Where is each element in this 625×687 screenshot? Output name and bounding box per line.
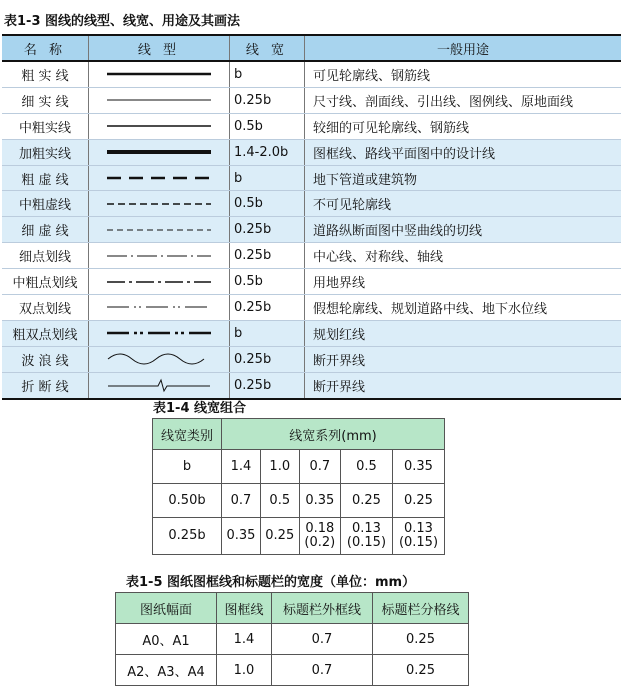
line-sample	[89, 191, 230, 217]
width-value: 0.35	[392, 450, 444, 484]
table-1-3-title: 表1-3 图线的线型、线宽、用途及其画法	[4, 14, 241, 29]
line-usage: 用地界线	[305, 269, 622, 295]
line-sample	[89, 165, 230, 191]
table-1-4-title: 表1-4 线宽组合	[153, 401, 247, 416]
line-type-table	[2, 34, 621, 400]
table-row	[2, 87, 621, 113]
line-name: 细 实 线	[2, 87, 89, 113]
line-usage: 道路纵断面图中竖曲线的切线	[305, 217, 622, 243]
width-value: 0.13 (0.15)	[392, 518, 444, 555]
line-sample	[89, 217, 230, 243]
line-usage: 假想轮廓线、规划道路中线、地下水位线	[305, 295, 622, 321]
cell: 1.0	[217, 655, 272, 686]
width-value: 0.25	[340, 484, 392, 518]
table-row	[2, 243, 621, 269]
line-name: 中粗实线	[2, 113, 89, 139]
table-row	[2, 61, 621, 87]
line-usage: 断开界线	[305, 346, 622, 372]
line-usage: 地下管道或建筑物	[305, 165, 622, 191]
cell: 0.7	[272, 655, 373, 686]
width-value: 1.4	[222, 450, 261, 484]
line-width: 1.4-2.0b	[230, 139, 305, 165]
header-title-outer: 标题栏外框线	[272, 593, 373, 624]
table-row	[2, 269, 621, 295]
line-sample	[89, 243, 230, 269]
header-category: 线宽类别	[153, 419, 222, 450]
header-series: 线宽系列(mm)	[222, 419, 445, 450]
line-width: 0.5b	[230, 113, 305, 139]
table-header-row	[116, 593, 469, 624]
header-sheet-size: 图纸幅面	[116, 593, 217, 624]
line-width: b	[230, 320, 305, 346]
table-row	[2, 191, 621, 217]
line-usage: 图框线、路线平面图中的设计线	[305, 139, 622, 165]
table-row	[2, 346, 621, 372]
header-usage: 一般用途	[305, 35, 622, 61]
table-row	[2, 217, 621, 243]
table-row	[153, 450, 445, 484]
width-value: 0.25	[392, 484, 444, 518]
line-name: 细点划线	[2, 243, 89, 269]
line-name: 粗 实 线	[2, 61, 89, 87]
line-usage: 尺寸线、剖面线、引出线、图例线、原地面线	[305, 87, 622, 113]
table-row	[2, 372, 621, 398]
width-category: b	[153, 450, 222, 484]
width-category: 0.50b	[153, 484, 222, 518]
width-value: 0.5	[340, 450, 392, 484]
width-value: 0.13 (0.15)	[340, 518, 392, 555]
table-row	[153, 518, 445, 555]
line-name: 粗 虚 线	[2, 165, 89, 191]
frame-line-width-table	[115, 592, 469, 686]
line-sample	[89, 269, 230, 295]
line-sample	[89, 295, 230, 321]
table-row	[2, 165, 621, 191]
table-row	[116, 655, 469, 686]
line-sample	[89, 113, 230, 139]
line-width-combo-table	[152, 418, 445, 555]
width-value: 0.7	[299, 450, 340, 484]
line-name: 粗双点划线	[2, 320, 89, 346]
cell: 0.25	[373, 624, 469, 655]
line-name: 加粗实线	[2, 139, 89, 165]
header-name: 名 称	[2, 35, 89, 61]
width-value: 0.35	[222, 518, 261, 555]
table-row	[2, 113, 621, 139]
line-usage: 中心线、对称线、轴线	[305, 243, 622, 269]
line-usage: 不可见轮廓线	[305, 191, 622, 217]
table-header-row	[153, 419, 445, 450]
header-line-type: 线 型	[89, 35, 230, 61]
line-width: 0.5b	[230, 191, 305, 217]
line-sample	[89, 139, 230, 165]
line-sample	[89, 320, 230, 346]
line-usage: 断开界线	[305, 372, 622, 398]
line-width: 0.25b	[230, 87, 305, 113]
line-width: 0.25b	[230, 295, 305, 321]
width-value: 0.25	[260, 518, 299, 555]
line-name: 双点划线	[2, 295, 89, 321]
line-usage: 可见轮廓线、钢筋线	[305, 61, 622, 87]
line-sample	[89, 372, 230, 398]
cell: 0.25	[373, 655, 469, 686]
cell: A0、A1	[116, 624, 217, 655]
line-name: 中粗点划线	[2, 269, 89, 295]
line-width: 0.25b	[230, 346, 305, 372]
table-1-5-title: 表1-5 图纸图框线和标题栏的宽度（单位：mm）	[126, 575, 416, 590]
line-name: 波 浪 线	[2, 346, 89, 372]
line-width: 0.25b	[230, 243, 305, 269]
width-value: 0.18 (0.2)	[299, 518, 340, 555]
table-header-row	[2, 35, 621, 61]
cell: 1.4	[217, 624, 272, 655]
header-title-grid: 标题栏分格线	[373, 593, 469, 624]
line-sample	[89, 61, 230, 87]
width-category: 0.25b	[153, 518, 222, 555]
line-usage: 规划红线	[305, 320, 622, 346]
cell: A2、A3、A4	[116, 655, 217, 686]
line-name: 中粗虚线	[2, 191, 89, 217]
line-sample	[89, 87, 230, 113]
line-width: b	[230, 61, 305, 87]
width-value: 0.35	[299, 484, 340, 518]
line-width: 0.25b	[230, 217, 305, 243]
cell: 0.7	[272, 624, 373, 655]
width-value: 0.7	[222, 484, 261, 518]
line-width: 0.25b	[230, 372, 305, 398]
line-width: 0.5b	[230, 269, 305, 295]
line-name: 细 虚 线	[2, 217, 89, 243]
width-value: 0.5	[260, 484, 299, 518]
table-row	[2, 295, 621, 321]
header-frame-line: 图框线	[217, 593, 272, 624]
line-width: b	[230, 165, 305, 191]
table-row	[2, 139, 621, 165]
header-width: 线 宽	[230, 35, 305, 61]
line-name: 折 断 线	[2, 372, 89, 398]
width-value: 1.0	[260, 450, 299, 484]
table-row	[153, 484, 445, 518]
table-row	[2, 320, 621, 346]
line-usage: 较细的可见轮廓线、钢筋线	[305, 113, 622, 139]
line-sample	[89, 346, 230, 372]
table-row	[116, 624, 469, 655]
